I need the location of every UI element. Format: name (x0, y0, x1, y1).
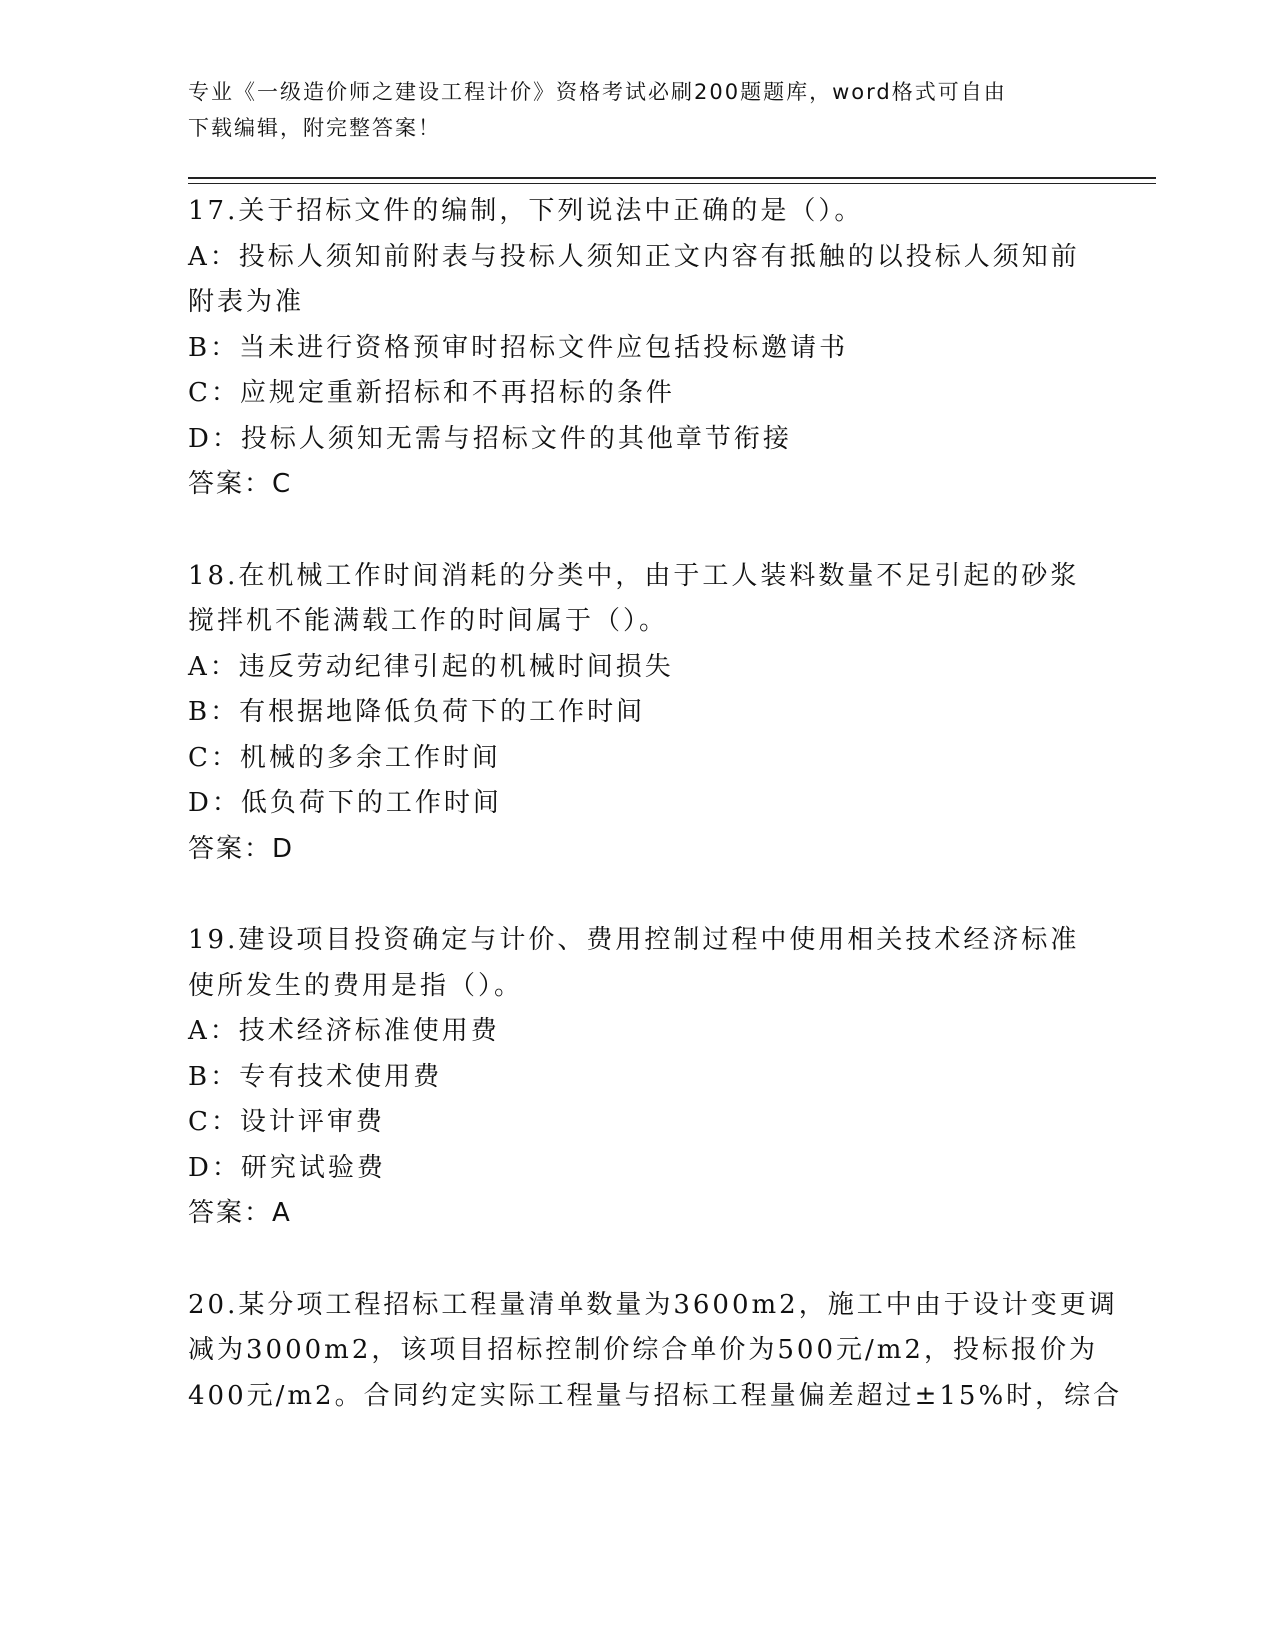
question-19 (188, 918, 1128, 1237)
question-stem-continued: 减为3000m2，该项目招标控制价综合单价为500元/m2，投标报价为 (188, 1335, 1098, 1365)
option-d: D：投标人须知无需与招标文件的其他章节衔接 (188, 423, 792, 454)
option-a-continued: 附表为准 (188, 287, 305, 317)
option-c: C：应规定重新招标和不再招标的条件 (188, 378, 675, 408)
option-c: C：机械的多余工作时间 (188, 742, 501, 773)
option-b: B：有根据地降低负荷下的工作时间 (188, 697, 646, 727)
option-d: D：研究试验费 (188, 1152, 386, 1183)
option-c: C：设计评审费 (188, 1107, 385, 1137)
option-a: A：违反劳动纪律引起的机械时间损失 (188, 651, 674, 682)
question-17 (188, 189, 1128, 508)
header-divider-thin (188, 183, 1156, 184)
option-b: B：专有技术使用费 (188, 1061, 443, 1092)
question-stem: 17.关于招标文件的编制，下列说法中正确的是（）。 (188, 196, 864, 226)
question-18 (188, 554, 1128, 873)
header-line: 下载编辑，附完整答案！ (188, 116, 441, 140)
option-d: D：低负荷下的工作时间 (188, 788, 502, 818)
document-header (188, 74, 1088, 146)
question-stem-continued: 400元/m2。合同约定实际工程量与招标工程量偏差超过±15%时，综合 (188, 1380, 1123, 1411)
header-divider-thick (188, 177, 1156, 179)
option-b: B：当未进行资格预审时招标文件应包括投标邀请书 (188, 332, 849, 363)
header-line: 专业《一级造价师之建设工程计价》资格考试必刷200题题库，word格式可自由 (188, 80, 1007, 104)
question-stem-continued: 搅拌机不能满载工作的时间属于（）。 (188, 606, 669, 636)
answer: 答案：D (188, 833, 295, 864)
question-stem: 20.某分项工程招标工程量清单数量为3600m2，施工中由于设计变更调 (188, 1289, 1118, 1320)
question-stem: 19.建设项目投资确定与计价、费用控制过程中使用相关技术经济标准 (188, 925, 1080, 955)
question-stem-continued: 使所发生的费用是指（）。 (188, 970, 524, 1001)
option-a: A：技术经济标准使用费 (188, 1016, 500, 1046)
answer: 答案：A (188, 1198, 292, 1228)
question-list (188, 189, 1128, 1465)
option-a: A：投标人须知前附表与投标人须知正文内容有抵触的以投标人须知前 (188, 241, 1080, 272)
question-stem: 18.在机械工作时间消耗的分类中，由于工人装料数量不足引起的砂浆 (188, 560, 1080, 591)
answer: 答案：C (188, 469, 293, 499)
question-20 (188, 1283, 1128, 1420)
